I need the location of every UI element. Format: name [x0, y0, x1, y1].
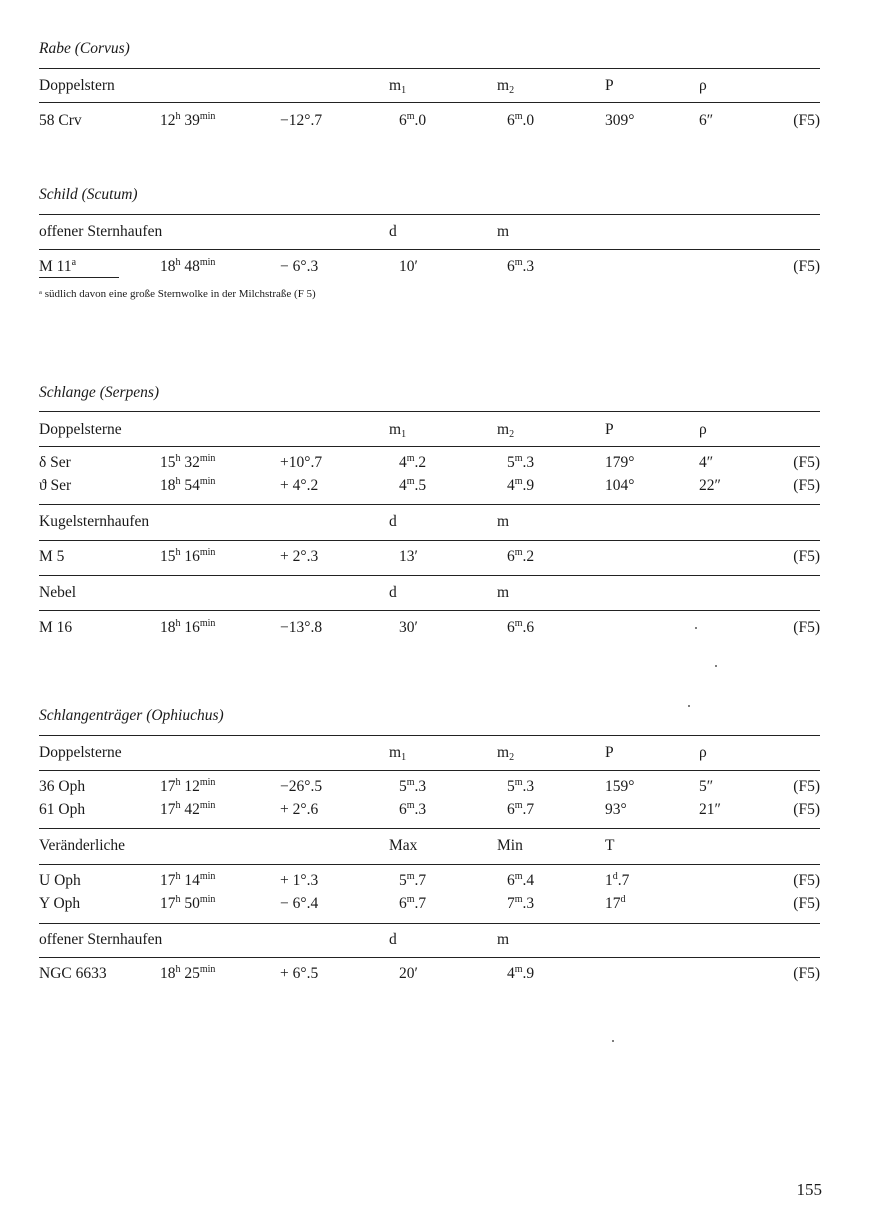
header-rho: ρ [699, 421, 707, 438]
value-a: 10′ [399, 258, 418, 275]
reference: (F5) [793, 477, 820, 494]
header-m2: $m_2$ [497, 744, 515, 763]
header-m: m [497, 513, 510, 530]
header-label: Doppelsterne [39, 744, 122, 761]
table-header [39, 742, 820, 764]
reference: (F5) [793, 872, 820, 889]
header-d: d [389, 584, 397, 601]
right-ascension: 12$^h$ $39^{min}$ [160, 111, 216, 129]
rule [39, 735, 820, 736]
value-b: 5$^m$.3 [507, 777, 535, 795]
table-row [39, 452, 820, 474]
header-label: Nebel [39, 584, 77, 601]
value-a: 20′ [399, 965, 418, 982]
table-row [39, 776, 820, 798]
rule [39, 411, 820, 412]
section-title: Schlangenträger (Ophiuchus) [39, 707, 224, 724]
value-d: 4″ [699, 454, 714, 471]
reference: (F5) [793, 965, 820, 982]
reference: (F5) [793, 548, 820, 565]
table-header [39, 419, 820, 441]
value-a: 6$^m$.7 [399, 894, 427, 912]
value-c: 309° [605, 112, 635, 129]
header-label: offener Sternhaufen [39, 931, 163, 948]
header-label: offener Sternhaufen [39, 223, 163, 240]
object-name: M 16 [39, 619, 73, 636]
right-ascension: 18$^h$ $16^{min}$ [160, 618, 216, 636]
value-d: 6″ [699, 112, 714, 129]
rule [39, 68, 820, 69]
header-max: Max [389, 837, 418, 854]
table-header [39, 75, 820, 97]
table-header [39, 511, 820, 533]
right-ascension: 18$^h$ $48^{min}$ [160, 257, 216, 275]
right-ascension: 17$^h$ $14^{min}$ [160, 871, 216, 889]
value-b: 7$^m$.3 [507, 894, 535, 912]
header-label: Doppelsterne [39, 421, 122, 438]
rule [39, 540, 820, 541]
object-name: M 5 [39, 548, 65, 565]
object-name: Y Oph [39, 895, 81, 912]
value-a: 4$^m$.5 [399, 476, 427, 494]
table-row [39, 870, 820, 892]
scan-speck [695, 627, 697, 629]
reference: (F5) [793, 112, 820, 129]
value-b: 6$^m$.3 [507, 257, 535, 275]
value-a: 6$^m$.3 [399, 800, 427, 818]
rule [39, 770, 820, 771]
right-ascension: 17$^h$ $42^{min}$ [160, 800, 216, 818]
section-title: Schlange (Serpens) [39, 384, 160, 401]
table-row [39, 546, 820, 568]
value-d: 5″ [699, 778, 714, 795]
value-a: 5$^m$.7 [399, 871, 427, 889]
declination: +10°.7 [280, 454, 323, 471]
right-ascension: 15$^h$ $32^{min}$ [160, 453, 216, 471]
value-c: 93° [605, 801, 627, 818]
header-t: T [605, 837, 615, 854]
header-m: m [497, 931, 510, 948]
header-label: Doppelstern [39, 77, 115, 94]
table-header [39, 929, 820, 951]
reference: (F5) [793, 454, 820, 471]
declination: −12°.7 [280, 112, 323, 129]
value-b: 6$^m$.0 [507, 111, 535, 129]
object-name: δ Ser [39, 454, 71, 471]
reference: (F5) [793, 801, 820, 818]
value-b: 6$^m$.4 [507, 871, 535, 889]
declination: − 6°.4 [280, 895, 319, 912]
table-header [39, 221, 820, 243]
header-p: P [605, 77, 614, 94]
value-a: 30′ [399, 619, 418, 636]
object-name: U Oph [39, 872, 81, 889]
right-ascension: 18$^h$ $54^{min}$ [160, 476, 216, 494]
header-m2: $m_2$ [497, 77, 515, 96]
section-title: Schild (Scutum) [39, 186, 138, 203]
rule [39, 864, 820, 865]
footnote: ᵃ südlich davon eine große Sternwolke in der Milchstraße (F 5) [39, 288, 316, 300]
object-name: M 11$^a$ [39, 257, 77, 275]
header-d: d [389, 931, 397, 948]
value-c: 1$^d$.7 [605, 871, 630, 889]
declination: + 2°.6 [280, 801, 319, 818]
header-m1: $m_1$ [389, 421, 407, 440]
declination: − 6°.3 [280, 258, 319, 275]
reference: (F5) [793, 778, 820, 795]
table-row [39, 893, 820, 915]
object-name: ϑ Ser [39, 477, 72, 494]
value-a: 4$^m$.2 [399, 453, 427, 471]
header-m1: $m_1$ [389, 77, 407, 96]
header-d: d [389, 513, 397, 530]
object-name: NGC 6633 [39, 965, 107, 982]
table-header [39, 835, 820, 857]
table-row [39, 475, 820, 497]
rule [39, 214, 820, 215]
footnote-rule [39, 277, 119, 278]
right-ascension: 15$^h$ $16^{min}$ [160, 547, 216, 565]
value-a: 13′ [399, 548, 418, 565]
declination: + 4°.2 [280, 477, 319, 494]
declination: + 6°.5 [280, 965, 319, 982]
reference: (F5) [793, 258, 820, 275]
header-rho: ρ [699, 77, 707, 94]
header-label: Kugelsternhaufen [39, 513, 150, 530]
scan-speck [688, 705, 690, 707]
reference: (F5) [793, 619, 820, 636]
value-b: 6$^m$.7 [507, 800, 535, 818]
value-c: 17$^d$ [605, 894, 626, 912]
table-row [39, 256, 820, 278]
value-a: 6$^m$.0 [399, 111, 427, 129]
rule [39, 446, 820, 447]
section-title: Rabe (Corvus) [39, 40, 130, 57]
right-ascension: 17$^h$ $12^{min}$ [160, 777, 216, 795]
header-label: Veränderliche [39, 837, 126, 854]
object-name: 58 Crv [39, 112, 82, 129]
value-b: 5$^m$.3 [507, 453, 535, 471]
rule [39, 249, 820, 250]
table-row [39, 799, 820, 821]
header-min: Min [497, 837, 523, 854]
value-d: 21″ [699, 801, 721, 818]
header-m: m [497, 223, 510, 240]
value-b: 6$^m$.2 [507, 547, 535, 565]
rule [39, 102, 820, 103]
rule [39, 575, 820, 576]
reference: (F5) [793, 895, 820, 912]
header-p: P [605, 421, 614, 438]
value-c: 179° [605, 454, 635, 471]
header-m: m [497, 584, 510, 601]
page-number: 155 [796, 1180, 822, 1199]
value-b: 6$^m$.6 [507, 618, 535, 636]
header-d: d [389, 223, 397, 240]
scan-speck [715, 665, 717, 667]
right-ascension: 17$^h$ $50^{min}$ [160, 894, 216, 912]
header-m2: $m_2$ [497, 421, 515, 440]
value-d: 22″ [699, 477, 721, 494]
value-c: 104° [605, 477, 635, 494]
table-header [39, 582, 820, 604]
rule [39, 610, 820, 611]
table-row [39, 617, 820, 639]
rule [39, 957, 820, 958]
scan-speck [612, 1040, 614, 1042]
value-b: 4$^m$.9 [507, 476, 535, 494]
table-row [39, 963, 820, 985]
table-row [39, 110, 820, 132]
right-ascension: 18$^h$ $25^{min}$ [160, 964, 216, 982]
header-p: P [605, 744, 614, 761]
rule [39, 828, 820, 829]
header-m1: $m_1$ [389, 744, 407, 763]
rule [39, 923, 820, 924]
header-rho: ρ [699, 744, 707, 761]
declination: + 1°.3 [280, 872, 319, 889]
object-name: 36 Oph [39, 778, 86, 795]
value-b: 4$^m$.9 [507, 964, 535, 982]
declination: + 2°.3 [280, 548, 319, 565]
rule [39, 504, 820, 505]
value-a: 5$^m$.3 [399, 777, 427, 795]
object-name: 61 Oph [39, 801, 86, 818]
declination: −13°.8 [280, 619, 323, 636]
value-c: 159° [605, 778, 635, 795]
declination: −26°.5 [280, 778, 323, 795]
